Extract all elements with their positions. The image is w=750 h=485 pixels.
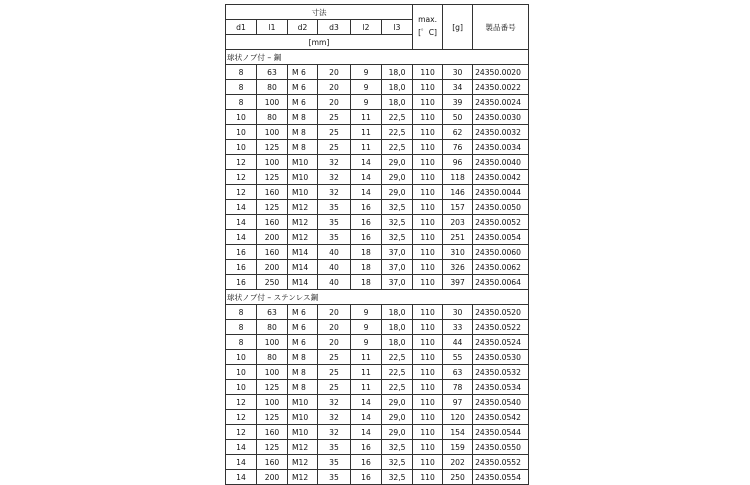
- cell-d3: 40: [318, 245, 351, 260]
- cell-l1: 125: [257, 170, 288, 185]
- cell-weight: 96: [443, 155, 473, 170]
- cell-d2: M 8: [288, 350, 318, 365]
- cell-d1: 12: [226, 425, 257, 440]
- cell-l3: 22,5: [382, 110, 413, 125]
- cell-d3: 32: [318, 185, 351, 200]
- cell-l2: 14: [351, 425, 382, 440]
- cell-d3: 25: [318, 350, 351, 365]
- cell-l1: 160: [257, 215, 288, 230]
- cell-d1: 8: [226, 95, 257, 110]
- cell-d3: 20: [318, 335, 351, 350]
- cell-product-number: 24350.0052: [473, 215, 529, 230]
- cell-weight: 310: [443, 245, 473, 260]
- cell-d2: M10: [288, 410, 318, 425]
- cell-weight: 154: [443, 425, 473, 440]
- cell-l2: 11: [351, 140, 382, 155]
- cell-l3: 37,0: [382, 260, 413, 275]
- table-row: [226, 260, 529, 275]
- cell-d1: 8: [226, 320, 257, 335]
- table-row: [226, 170, 529, 185]
- cell-max-temp: 110: [413, 155, 443, 170]
- cell-d1: 10: [226, 350, 257, 365]
- cell-product-number: 24350.0540: [473, 395, 529, 410]
- cell-l2: 9: [351, 335, 382, 350]
- cell-l3: 29,0: [382, 185, 413, 200]
- table-row: [226, 395, 529, 410]
- cell-l3: 29,0: [382, 170, 413, 185]
- cell-product-number: 24350.0030: [473, 110, 529, 125]
- cell-d1: 12: [226, 155, 257, 170]
- cell-max-temp: 110: [413, 365, 443, 380]
- cell-max-temp: 110: [413, 215, 443, 230]
- cell-d3: 20: [318, 95, 351, 110]
- cell-l2: 18: [351, 245, 382, 260]
- cell-d2: M 6: [288, 320, 318, 335]
- cell-max-temp: 110: [413, 395, 443, 410]
- cell-max-temp: 110: [413, 125, 443, 140]
- cell-weight: 326: [443, 260, 473, 275]
- cell-d3: 20: [318, 320, 351, 335]
- table-row: [226, 455, 529, 470]
- cell-product-number: 24350.0542: [473, 410, 529, 425]
- cell-d3: 35: [318, 230, 351, 245]
- cell-l2: 14: [351, 410, 382, 425]
- cell-product-number: 24350.0054: [473, 230, 529, 245]
- cell-weight: 250: [443, 470, 473, 485]
- cell-d3: 25: [318, 365, 351, 380]
- cell-l1: 160: [257, 185, 288, 200]
- cell-product-number: 24350.0044: [473, 185, 529, 200]
- section-title: 球状ノブ付 – ステンレス鋼: [226, 290, 529, 305]
- cell-weight: 97: [443, 395, 473, 410]
- cell-max-temp: 110: [413, 95, 443, 110]
- cell-product-number: 24350.0020: [473, 65, 529, 80]
- cell-d1: 14: [226, 470, 257, 485]
- cell-product-number: 24350.0022: [473, 80, 529, 95]
- cell-l3: 37,0: [382, 275, 413, 290]
- cell-weight: 55: [443, 350, 473, 365]
- cell-weight: 33: [443, 320, 473, 335]
- cell-l2: 9: [351, 95, 382, 110]
- cell-product-number: 24350.0040: [473, 155, 529, 170]
- cell-l3: 18,0: [382, 95, 413, 110]
- cell-l3: 29,0: [382, 395, 413, 410]
- cell-l1: 125: [257, 380, 288, 395]
- cell-l1: 100: [257, 335, 288, 350]
- cell-l1: 63: [257, 65, 288, 80]
- cell-d3: 25: [318, 380, 351, 395]
- col-d1-header: d1: [226, 20, 257, 35]
- table-row: [226, 65, 529, 80]
- table-row: [226, 335, 529, 350]
- cell-max-temp: 110: [413, 230, 443, 245]
- cell-max-temp: 110: [413, 275, 443, 290]
- cell-d1: 10: [226, 365, 257, 380]
- cell-d1: 8: [226, 305, 257, 320]
- cell-d1: 10: [226, 380, 257, 395]
- cell-d2: M 8: [288, 365, 318, 380]
- cell-max-temp: 110: [413, 425, 443, 440]
- cell-product-number: 24350.0532: [473, 365, 529, 380]
- cell-d2: M 6: [288, 80, 318, 95]
- cell-max-temp: 110: [413, 245, 443, 260]
- cell-l3: 32,5: [382, 455, 413, 470]
- cell-l2: 11: [351, 125, 382, 140]
- temp-unit-label: [゜C]: [418, 28, 437, 37]
- cell-product-number: 24350.0050: [473, 200, 529, 215]
- cell-l1: 80: [257, 80, 288, 95]
- cell-d1: 14: [226, 230, 257, 245]
- table-row: [226, 275, 529, 290]
- table-row: [226, 440, 529, 455]
- table-row: [226, 425, 529, 440]
- cell-l2: 18: [351, 260, 382, 275]
- section-header-row: [226, 290, 529, 305]
- cell-l1: 80: [257, 110, 288, 125]
- cell-l1: 200: [257, 470, 288, 485]
- cell-weight: 159: [443, 440, 473, 455]
- max-temp-header: [413, 5, 443, 50]
- cell-l3: 32,5: [382, 230, 413, 245]
- col-d2-header: d2: [288, 20, 318, 35]
- section-header-row: [226, 50, 529, 65]
- cell-l3: 18,0: [382, 305, 413, 320]
- weight-header: [g]: [443, 5, 473, 50]
- cell-weight: 30: [443, 305, 473, 320]
- cell-l3: 32,5: [382, 470, 413, 485]
- cell-d2: M12: [288, 440, 318, 455]
- cell-product-number: 24350.0530: [473, 350, 529, 365]
- cell-weight: 62: [443, 125, 473, 140]
- cell-weight: 118: [443, 170, 473, 185]
- cell-d3: 40: [318, 275, 351, 290]
- cell-max-temp: 110: [413, 380, 443, 395]
- table-row: [226, 380, 529, 395]
- cell-l1: 160: [257, 425, 288, 440]
- cell-product-number: 24350.0554: [473, 470, 529, 485]
- table-row: [226, 155, 529, 170]
- table-row: [226, 140, 529, 155]
- cell-product-number: 24350.0032: [473, 125, 529, 140]
- cell-product-number: 24350.0534: [473, 380, 529, 395]
- table-row: [226, 365, 529, 380]
- cell-max-temp: 110: [413, 350, 443, 365]
- table-row: [226, 320, 529, 335]
- cell-l2: 16: [351, 230, 382, 245]
- cell-weight: 34: [443, 80, 473, 95]
- cell-l2: 14: [351, 185, 382, 200]
- cell-d2: M 6: [288, 95, 318, 110]
- cell-max-temp: 110: [413, 200, 443, 215]
- cell-d3: 32: [318, 155, 351, 170]
- max-temp-label: max.: [418, 15, 438, 24]
- cell-l2: 18: [351, 275, 382, 290]
- cell-l1: 125: [257, 440, 288, 455]
- cell-l2: 9: [351, 65, 382, 80]
- cell-l1: 100: [257, 155, 288, 170]
- cell-l3: 22,5: [382, 140, 413, 155]
- table-row: [226, 410, 529, 425]
- cell-d2: M 6: [288, 305, 318, 320]
- cell-d2: M 8: [288, 140, 318, 155]
- cell-d2: M12: [288, 230, 318, 245]
- cell-d1: 8: [226, 65, 257, 80]
- cell-max-temp: 110: [413, 320, 443, 335]
- cell-d2: M10: [288, 395, 318, 410]
- table-row: [226, 230, 529, 245]
- cell-l1: 200: [257, 260, 288, 275]
- cell-d2: M 6: [288, 65, 318, 80]
- cell-l3: 29,0: [382, 410, 413, 425]
- table-row: [226, 80, 529, 95]
- cell-product-number: 24350.0520: [473, 305, 529, 320]
- cell-product-number: 24350.0064: [473, 275, 529, 290]
- cell-d2: M10: [288, 425, 318, 440]
- cell-l1: 100: [257, 125, 288, 140]
- cell-d1: 16: [226, 260, 257, 275]
- col-l2-header: l2: [351, 20, 382, 35]
- table-row: [226, 245, 529, 260]
- cell-d2: M 8: [288, 125, 318, 140]
- table-row: [226, 305, 529, 320]
- cell-max-temp: 110: [413, 185, 443, 200]
- cell-l1: 100: [257, 365, 288, 380]
- cell-l2: 11: [351, 365, 382, 380]
- col-l3-header: l3: [382, 20, 413, 35]
- cell-l2: 14: [351, 155, 382, 170]
- cell-weight: 251: [443, 230, 473, 245]
- table-row: [226, 95, 529, 110]
- cell-l1: 80: [257, 320, 288, 335]
- cell-l1: 63: [257, 305, 288, 320]
- col-l1-header: l1: [257, 20, 288, 35]
- cell-d1: 12: [226, 185, 257, 200]
- cell-d3: 25: [318, 140, 351, 155]
- cell-d1: 14: [226, 215, 257, 230]
- cell-d2: M14: [288, 260, 318, 275]
- cell-weight: 157: [443, 200, 473, 215]
- cell-max-temp: 110: [413, 80, 443, 95]
- cell-l1: 100: [257, 395, 288, 410]
- cell-l3: 32,5: [382, 200, 413, 215]
- cell-weight: 39: [443, 95, 473, 110]
- cell-max-temp: 110: [413, 335, 443, 350]
- cell-l3: 32,5: [382, 440, 413, 455]
- dimensions-header: 寸法: [226, 5, 413, 20]
- cell-weight: 63: [443, 365, 473, 380]
- cell-weight: 397: [443, 275, 473, 290]
- cell-d3: 32: [318, 170, 351, 185]
- col-d3-header: d3: [318, 20, 351, 35]
- cell-weight: 30: [443, 65, 473, 80]
- cell-l1: 80: [257, 350, 288, 365]
- cell-l3: 22,5: [382, 125, 413, 140]
- cell-d2: M12: [288, 455, 318, 470]
- cell-l1: 125: [257, 200, 288, 215]
- cell-l3: 29,0: [382, 155, 413, 170]
- cell-max-temp: 110: [413, 305, 443, 320]
- cell-l3: 37,0: [382, 245, 413, 260]
- cell-d3: 40: [318, 260, 351, 275]
- table-row: [226, 200, 529, 215]
- table-header: [226, 5, 529, 50]
- cell-d1: 12: [226, 395, 257, 410]
- cell-product-number: 24350.0060: [473, 245, 529, 260]
- cell-d1: 8: [226, 335, 257, 350]
- cell-max-temp: 110: [413, 455, 443, 470]
- table-row: [226, 470, 529, 485]
- cell-d2: M12: [288, 215, 318, 230]
- cell-d1: 14: [226, 455, 257, 470]
- cell-product-number: 24350.0062: [473, 260, 529, 275]
- table-row: [226, 185, 529, 200]
- cell-d2: M 6: [288, 335, 318, 350]
- cell-d2: M10: [288, 185, 318, 200]
- cell-weight: 78: [443, 380, 473, 395]
- cell-max-temp: 110: [413, 440, 443, 455]
- cell-product-number: 24350.0024: [473, 95, 529, 110]
- cell-l2: 14: [351, 395, 382, 410]
- cell-l1: 100: [257, 95, 288, 110]
- cell-l3: 29,0: [382, 425, 413, 440]
- cell-l1: 200: [257, 230, 288, 245]
- cell-d3: 35: [318, 455, 351, 470]
- cell-l2: 16: [351, 200, 382, 215]
- cell-product-number: 24350.0552: [473, 455, 529, 470]
- cell-l3: 22,5: [382, 365, 413, 380]
- cell-product-number: 24350.0544: [473, 425, 529, 440]
- cell-d3: 32: [318, 395, 351, 410]
- cell-d1: 16: [226, 275, 257, 290]
- cell-l3: 18,0: [382, 65, 413, 80]
- cell-d2: M10: [288, 170, 318, 185]
- cell-l2: 14: [351, 170, 382, 185]
- cell-d3: 35: [318, 440, 351, 455]
- cell-weight: 120: [443, 410, 473, 425]
- cell-d1: 10: [226, 110, 257, 125]
- cell-d2: M10: [288, 155, 318, 170]
- cell-max-temp: 110: [413, 260, 443, 275]
- cell-product-number: 24350.0042: [473, 170, 529, 185]
- cell-l2: 16: [351, 455, 382, 470]
- product-number-header: 製品番号: [473, 5, 529, 50]
- cell-d2: M14: [288, 245, 318, 260]
- cell-l1: 125: [257, 410, 288, 425]
- cell-d3: 20: [318, 65, 351, 80]
- cell-l1: 125: [257, 140, 288, 155]
- cell-max-temp: 110: [413, 140, 443, 155]
- cell-weight: 203: [443, 215, 473, 230]
- mm-unit-header: [mm]: [226, 35, 413, 50]
- cell-max-temp: 110: [413, 410, 443, 425]
- cell-l2: 9: [351, 80, 382, 95]
- cell-d3: 32: [318, 425, 351, 440]
- cell-l2: 9: [351, 320, 382, 335]
- cell-d2: M 8: [288, 110, 318, 125]
- cell-max-temp: 110: [413, 110, 443, 125]
- cell-d1: 10: [226, 125, 257, 140]
- cell-d1: 14: [226, 440, 257, 455]
- cell-d3: 20: [318, 80, 351, 95]
- cell-l2: 16: [351, 215, 382, 230]
- cell-weight: 76: [443, 140, 473, 155]
- cell-d1: 14: [226, 200, 257, 215]
- cell-l1: 160: [257, 245, 288, 260]
- cell-weight: 50: [443, 110, 473, 125]
- cell-d2: M14: [288, 275, 318, 290]
- cell-l1: 250: [257, 275, 288, 290]
- cell-d3: 25: [318, 110, 351, 125]
- cell-d3: 32: [318, 410, 351, 425]
- cell-weight: 44: [443, 335, 473, 350]
- cell-l3: 18,0: [382, 335, 413, 350]
- cell-max-temp: 110: [413, 470, 443, 485]
- cell-max-temp: 110: [413, 65, 443, 80]
- cell-l2: 11: [351, 110, 382, 125]
- cell-l3: 22,5: [382, 380, 413, 395]
- cell-weight: 202: [443, 455, 473, 470]
- cell-d3: 25: [318, 125, 351, 140]
- cell-product-number: 24350.0524: [473, 335, 529, 350]
- cell-d1: 10: [226, 140, 257, 155]
- cell-l2: 16: [351, 440, 382, 455]
- cell-l2: 11: [351, 350, 382, 365]
- cell-d3: 35: [318, 470, 351, 485]
- cell-product-number: 24350.0034: [473, 140, 529, 155]
- cell-d1: 8: [226, 80, 257, 95]
- cell-l1: 160: [257, 455, 288, 470]
- table-row: [226, 350, 529, 365]
- cell-l2: 9: [351, 305, 382, 320]
- cell-product-number: 24350.0550: [473, 440, 529, 455]
- cell-d3: 20: [318, 305, 351, 320]
- table-row: [226, 110, 529, 125]
- section-title: 球状ノブ付 – 鋼: [226, 50, 529, 65]
- cell-d2: M12: [288, 200, 318, 215]
- cell-d3: 35: [318, 215, 351, 230]
- cell-l2: 16: [351, 470, 382, 485]
- cell-l3: 18,0: [382, 320, 413, 335]
- cell-d1: 16: [226, 245, 257, 260]
- cell-l2: 11: [351, 380, 382, 395]
- cell-l3: 18,0: [382, 80, 413, 95]
- cell-l3: 32,5: [382, 215, 413, 230]
- cell-d1: 12: [226, 170, 257, 185]
- spec-table: [225, 4, 529, 485]
- cell-max-temp: 110: [413, 170, 443, 185]
- cell-d1: 12: [226, 410, 257, 425]
- cell-d2: M 8: [288, 380, 318, 395]
- table-body: [226, 50, 529, 485]
- table-row: [226, 215, 529, 230]
- cell-d2: M12: [288, 470, 318, 485]
- cell-d3: 35: [318, 200, 351, 215]
- table-row: [226, 125, 529, 140]
- cell-l3: 22,5: [382, 350, 413, 365]
- cell-weight: 146: [443, 185, 473, 200]
- cell-product-number: 24350.0522: [473, 320, 529, 335]
